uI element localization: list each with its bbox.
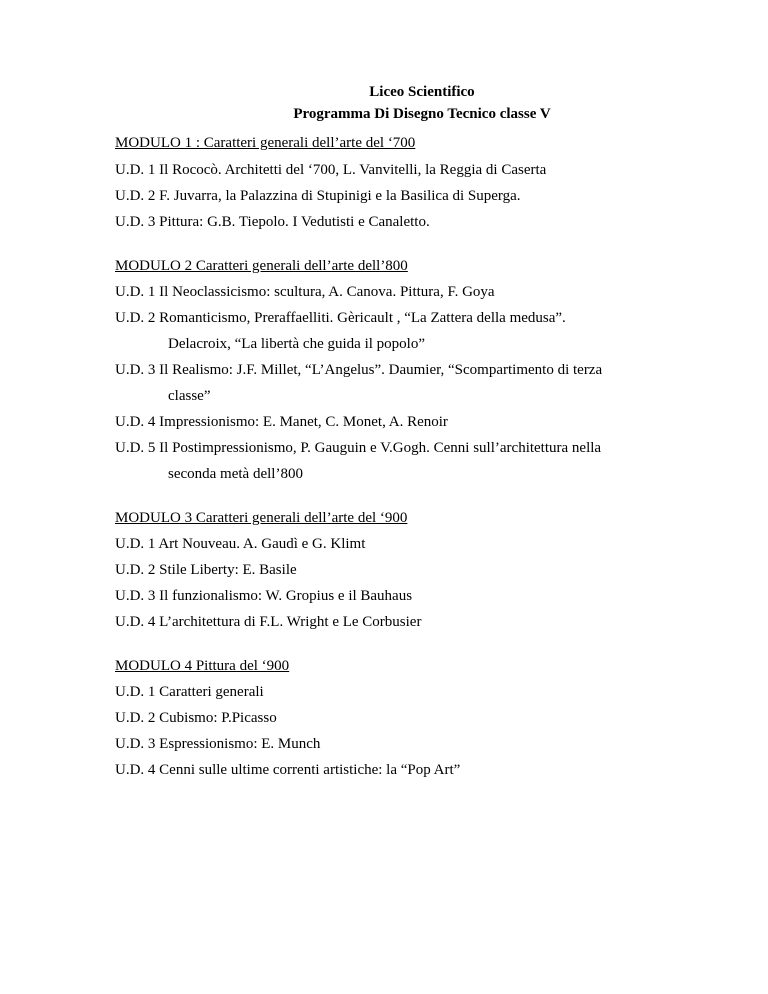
- module-4-unit-1: U.D. 1 Caratteri generali: [115, 684, 264, 700]
- module-1-unit-2: U.D. 2 F. Juvarra, la Palazzina di Stupinigi e la Basilica di Superga.: [115, 188, 521, 204]
- module-2-unit-2: U.D. 2 Romanticismo, Preraffaelliti. Gèricault , “La Zattera della medusa”.: [115, 310, 566, 326]
- module-2-unit-4: U.D. 4 Impressionismo: E. Manet, C. Monet, A. Renoir: [115, 414, 448, 430]
- module-4-unit-3: U.D. 3 Espressionismo: E. Munch: [115, 736, 321, 752]
- module-1-unit-3: U.D. 3 Pittura: G.B. Tiepolo. I Vedutisti e Canaletto.: [115, 214, 430, 230]
- module-2-unit-3-continued: classe”: [168, 388, 211, 404]
- module-4-unit-2: U.D. 2 Cubismo: P.Picasso: [115, 710, 277, 726]
- module-2-unit-2-continued: Delacroix, “La libertà che guida il popolo”: [168, 336, 425, 352]
- module-2-unit-3: U.D. 3 Il Realismo: J.F. Millet, “L’Angelus”. Daumier, “Scompartimento di terza: [115, 362, 603, 378]
- module-1-title: MODULO 1 : Caratteri generali dell’arte del ‘700: [115, 135, 416, 151]
- module-2-unit-5: U.D. 5 Il Postimpressionismo, P. Gauguin e V.Gogh. Cenni sull’architettura nella: [115, 440, 602, 456]
- program-title: Programma Di Disegno Tecnico classe V: [293, 106, 551, 122]
- module-4-unit-4: U.D. 4 Cenni sulle ultime correnti artistiche: la “Pop Art”: [115, 762, 461, 778]
- school-name: Liceo Scientifico: [369, 84, 475, 100]
- module-3-unit-1: U.D. 1 Art Nouveau. A. Gaudì e G. Klimt: [115, 536, 366, 552]
- module-3-unit-2: U.D. 2 Stile Liberty: E. Basile: [115, 562, 297, 578]
- module-2-unit-1: U.D. 1 Il Neoclassicismo: scultura, A. Canova. Pittura, F. Goya: [115, 284, 495, 300]
- module-3-unit-3: U.D. 3 Il funzionalismo: W. Gropius e il Bauhaus: [115, 588, 413, 604]
- module-2-title: MODULO 2 Caratteri generali dell’arte dell’800: [115, 258, 408, 274]
- module-1-unit-1: U.D. 1 Il Rococò. Architetti del ‘700, L. Vanvitelli, la Reggia di Caserta: [115, 162, 547, 178]
- module-3-unit-4: U.D. 4 L’architettura di F.L. Wright e Le Corbusier: [115, 614, 422, 630]
- module-3-title: MODULO 3 Caratteri generali dell’arte del ‘900: [115, 510, 408, 526]
- module-4-title: MODULO 4 Pittura del ‘900: [115, 658, 290, 674]
- module-2-unit-5-continued: seconda metà dell’800: [168, 466, 303, 482]
